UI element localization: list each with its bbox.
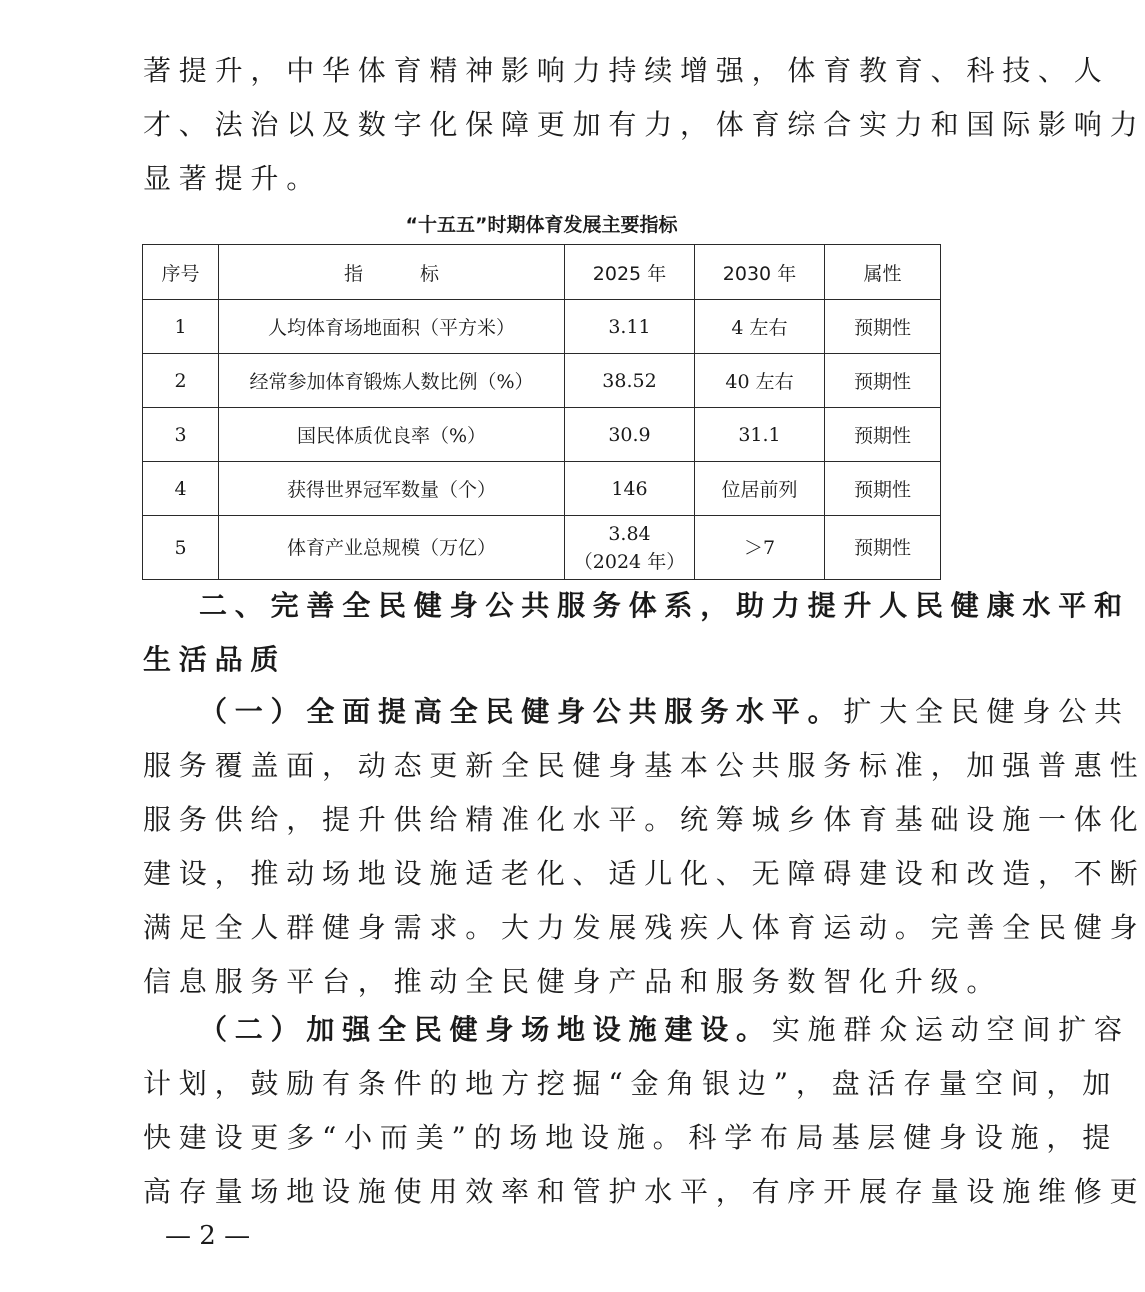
- page-number: — 2 —: [165, 1221, 251, 1251]
- cell-2030: 31.1: [695, 408, 825, 462]
- cell-no: 1: [143, 300, 219, 354]
- cell-indicator: 国民体质优良率（%）: [219, 408, 565, 462]
- section-heading: [143, 579, 1130, 687]
- paragraph-1-title: （一）全面提高全民健身公共服务水平。: [199, 695, 844, 728]
- intro-line: 才、法治以及数字化保障更加有力，体育综合实力和国际影响力: [143, 108, 1145, 141]
- cell-indicator: 获得世界冠军数量（个）: [219, 462, 565, 516]
- cell-2030: 4 左右: [695, 300, 825, 354]
- paragraph-2-first-text: 实施群众运动空间扩容: [771, 1013, 1130, 1046]
- cell-no: 2: [143, 354, 219, 408]
- paragraph-2-title: （二）加强全民健身场地设施建设。: [199, 1013, 772, 1046]
- paragraph-line: 高存量场地设施使用效率和管护水平，有序开展存量设施维修更: [143, 1175, 1145, 1208]
- table-row: [143, 354, 941, 408]
- table-row: [143, 462, 941, 516]
- cell-attribute: 预期性: [825, 354, 941, 408]
- cell-attribute: 预期性: [825, 408, 941, 462]
- header-2025: 2025 年: [565, 245, 695, 300]
- paragraph-1-first-text: 扩大全民健身公共: [843, 695, 1130, 728]
- paragraph-line: 服务供给，提升供给精准化水平。统筹城乡体育基础设施一体化: [143, 803, 1145, 836]
- cell-2025: 38.52: [565, 354, 695, 408]
- cell-no: 3: [143, 408, 219, 462]
- cell-2030: 位居前列: [695, 462, 825, 516]
- cell-no: 5: [143, 516, 219, 580]
- header-no: 序号: [143, 245, 219, 300]
- paragraph-line: 计划，鼓励有条件的地方挖掘“金角银边”，盘活存量空间，加: [143, 1067, 1119, 1100]
- paragraph-2: [143, 1003, 1145, 1219]
- paragraph-line: [143, 685, 1130, 739]
- cell-2025-value: 3.84: [608, 522, 651, 545]
- paragraph-line: 信息服务平台，推动全民健身产品和服务数智化升级。: [143, 965, 1003, 998]
- intro-line: 显著提升。: [143, 162, 323, 195]
- indicators-table: [142, 244, 941, 580]
- paragraph-line: 服务覆盖面，动态更新全民健身基本公共服务标准，加强普惠性: [143, 749, 1145, 782]
- cell-2025: 146: [565, 462, 695, 516]
- paragraph-1: [143, 685, 1145, 1009]
- cell-2030: 40 左右: [695, 354, 825, 408]
- cell-2025: 3.11: [565, 300, 695, 354]
- section-heading-line: 二、完善全民健身公共服务体系，助力提升人民健康水平和: [199, 589, 1130, 622]
- table-header-row: [143, 245, 941, 300]
- paragraph-line: 建设，推动场地设施适老化、适儿化、无障碍建设和改造，不断: [143, 857, 1145, 890]
- cell-2025-note: （2024 年）: [573, 550, 686, 573]
- paragraph-line: 快建设更多“小而美”的场地设施。科学布局基层健身设施，提: [143, 1121, 1119, 1154]
- intro-line: 著提升，中华体育精神影响力持续增强，体育教育、科技、人: [143, 54, 1110, 87]
- cell-2030: ＞7: [695, 516, 825, 580]
- paragraph-line: [143, 1003, 1130, 1057]
- cell-indicator: 人均体育场地面积（平方米）: [219, 300, 565, 354]
- table-row: [143, 408, 941, 462]
- cell-attribute: 预期性: [825, 462, 941, 516]
- cell-attribute: 预期性: [825, 516, 941, 580]
- paragraph-line: 满足全人群健身需求。大力发展残疾人体育运动。完善全民健身: [143, 911, 1145, 944]
- header-indicator: 指 标: [219, 245, 565, 300]
- cell-2025: [565, 516, 695, 580]
- cell-indicator: 经常参加体育锻炼人数比例（%）: [219, 354, 565, 408]
- intro-paragraph: [143, 44, 1145, 206]
- table-row: [143, 300, 941, 354]
- cell-attribute: 预期性: [825, 300, 941, 354]
- section-heading-line: 生活品质: [143, 643, 287, 676]
- table-row: [143, 516, 941, 580]
- header-2030: 2030 年: [695, 245, 825, 300]
- cell-indicator: 体育产业总规模（万亿）: [219, 516, 565, 580]
- cell-2025: 30.9: [565, 408, 695, 462]
- header-attribute: 属性: [825, 245, 941, 300]
- cell-no: 4: [143, 462, 219, 516]
- table-caption: “十五五”时期体育发展主要指标: [405, 214, 678, 236]
